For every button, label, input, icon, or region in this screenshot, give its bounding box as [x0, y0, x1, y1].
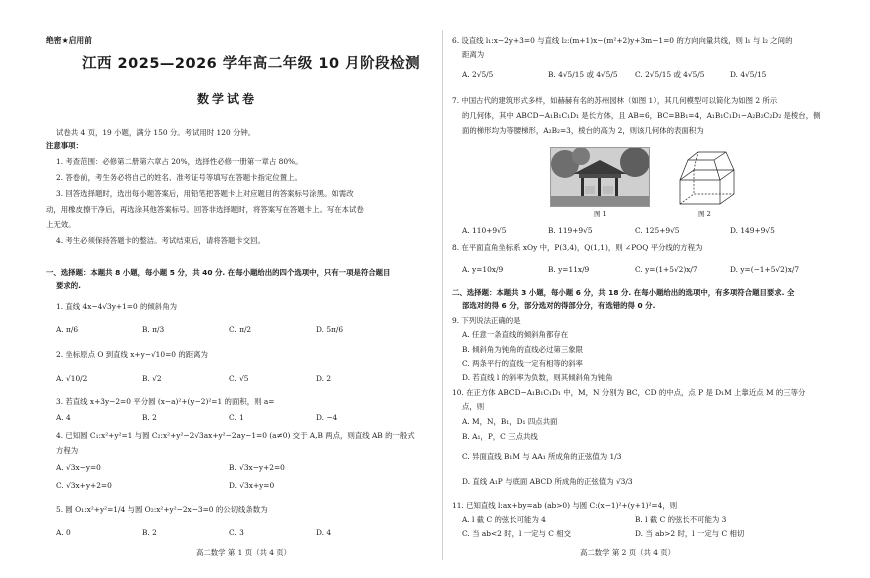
notes-heading: 注意事项：	[46, 141, 83, 150]
q4-option-d: D. √3x+y=0	[229, 481, 275, 490]
q6-option-d: D. 4√5/15	[730, 70, 767, 79]
q11-option-c: C. 当 ab<2 时，l 一定与 C 相交	[462, 529, 572, 538]
q8-option-c: C. y=(1+5√2)x/7	[635, 265, 698, 274]
q5-option-b: B. 2	[142, 528, 157, 537]
q8-option-b: B. y=11x/9	[548, 265, 590, 274]
q7-option-d: D. 149+9√5	[730, 226, 775, 235]
section2-heading: 二、选择题：本题共 3 小题，每小题 6 分，共 18 分. 在每小题给出的选项中，有多项符合题目要求. 全	[452, 288, 795, 297]
q6-stem: 6. 设直线 l₁:x−2y+3=0 与直线 l₂:(m+1)x−(m²+2)y+3m−1=0 的方向向量共线，则 l₁ 与 l₂ 之间的	[452, 36, 793, 45]
q10-stem: 10. 在正方体 ABCD−A₁B₁C₁D₁ 中，M，N 分别为 BC，CD 的中点，点 P 是 D₁M 上靠近点 M 的三等分	[452, 388, 806, 397]
section1-heading-cont: 要求的.	[56, 281, 81, 290]
q2-option-c: C. √5	[229, 374, 249, 383]
q6-stem-cont: 距离为	[462, 50, 485, 59]
q9-option-d: D. 若直线 l 的斜率为负数，则其倾斜角为钝角	[462, 373, 613, 382]
q5-option-d: D. 4	[316, 528, 332, 537]
q6-option-c: C. 2√5/15 或 4√5/5	[635, 70, 705, 79]
q7-stem: 7. 中国古代的建筑形式多样，如赫赫有名的苏州园林（如图 1），其几何模型可以简化为如图 2 所示	[452, 96, 778, 105]
note-4: 4. 考生必须保持答题卡的整洁。考试结束后，请将答题卡交回。	[56, 236, 265, 245]
q10-stem-cont: 点，则	[462, 402, 485, 411]
q1-option-a: A. π/6	[56, 325, 79, 334]
page-footer-1: 高二数学 第 1 页（共 4 页）	[196, 548, 292, 557]
q11-option-a: A. l 截 C 的弦长可能为 4	[462, 515, 546, 524]
confidential-tag: 绝密★启用前	[46, 36, 92, 45]
q7-option-b: B. 119+9√5	[548, 226, 593, 235]
q1-stem: 1. 直线 4x−4√3y+1=0 的倾斜角为	[56, 302, 177, 311]
q3-option-d: D. −4	[316, 413, 338, 422]
note-1: 1. 考查范围：必修第二册第六章占 20%，选择性必修一册第一章占 80%。	[56, 157, 303, 166]
note-3-cont: 动，用橡皮擦干净后，再选涂其他答案标号。回答非选择题时，将答案写在答题卡上。写在本试卷	[46, 205, 364, 214]
q3-option-c: C. 1	[229, 413, 244, 422]
q7-option-c: C. 125+9√5	[635, 226, 680, 235]
column-divider	[442, 30, 443, 560]
q8-option-a: A. y=10x/9	[462, 265, 504, 274]
q7-stem-line2: 的几何体，其中 ABCD−A₁B₁C₁D₁ 是长方体，且 AB=6，BC=BB₁=4，A₁B₁C₁D₁−A₂B₂C₂D₂ 是棱台，侧	[462, 111, 821, 120]
q7-stem-line3: 面的梯形均为等腰梯形，A₂B₂=3，棱台的高为 2，则该几何体的表面积为	[462, 126, 704, 135]
q10-option-b: B. A₁，P，C 三点共线	[462, 432, 538, 441]
q4-option-c: C. √3x+y+2=0	[56, 481, 112, 490]
q10-option-a: A. M，N，B₁，D₁ 四点共面	[462, 417, 558, 426]
q3-option-b: B. 2	[142, 413, 157, 422]
q1-option-b: B. π/3	[142, 325, 165, 334]
q5-option-a: A. 0	[56, 528, 71, 537]
q3-option-a: A. 4	[56, 413, 71, 422]
q2-option-b: B. √2	[142, 374, 162, 383]
q2-option-a: A. √10/2	[56, 374, 88, 383]
q4-option-a: A. √3x−y=0	[56, 463, 101, 472]
q10-option-d: D. 直线 A₁P 与底面 ABCD 所成角的正弦值为 √3/3	[462, 477, 633, 486]
note-3-end: 上无效。	[46, 220, 76, 229]
section2-heading-cont: 部选对的得 6 分，部分选对的得部分分，有选错的得 0 分.	[462, 301, 656, 310]
section1-heading: 一、选择题：本题共 8 小题，每小题 5 分，共 40 分. 在每小题给出的四个选项中，只有一项是符合题目	[46, 268, 391, 277]
q10-option-c: C. 异面直线 B₁M 与 AA₁ 所成角的正弦值为 1/3	[462, 452, 622, 461]
q9-option-a: A. 任意一条直线的倾斜角都存在	[462, 330, 569, 339]
q1-option-d: D. 5π/6	[316, 325, 344, 334]
note-3: 3. 回答选择题时，选出每小题答案后，用铅笔把答题卡上对应题目的答案标号涂黑。如需改	[56, 189, 354, 198]
q8-stem: 8. 在平面直角坐标系 xOy 中，P(3,4)，Q(1,1)，则 ∠POQ 平分线的方程为	[452, 243, 703, 252]
left-column	[46, 0, 438, 578]
q3-stem: 3. 若直线 x+3y−2=0 平分圆 (x−a)²+(y−2)²=1 的面积，则 a=	[56, 397, 275, 406]
q5-stem: 5. 圆 O₁:x²+y²=1/4 与圆 O₂:x²+y²−2x−3=0 的公切线条数为	[56, 505, 268, 514]
q6-option-b: B. 4√5/15 或 4√5/5	[548, 70, 618, 79]
q7-option-a: A. 110+9√5	[462, 226, 507, 235]
q9-option-b: B. 倾斜角为钝角的直线必过第三象限	[462, 345, 583, 354]
q9-stem: 9. 下列说法正确的是	[452, 316, 521, 325]
right-column	[452, 0, 830, 578]
q6-option-a: A. 2√5/5	[462, 70, 494, 79]
q11-option-b: B. l 截 C 的弦长不可能为 3	[635, 515, 727, 524]
garden-photo	[550, 147, 650, 207]
figure-1-caption: 图 1	[594, 210, 607, 218]
q4-option-b: B. √3x−y+2=0	[229, 463, 285, 472]
note-2: 2. 答卷前，考生务必将自己的姓名、准考证号等填写在答题卡指定位置上。	[56, 173, 302, 182]
exam-subtitle: 数学试卷	[197, 92, 258, 106]
garden-photo-image	[551, 148, 649, 206]
q2-stem: 2. 坐标原点 O 到直线 x+y−√10=0 的距离为	[56, 350, 208, 359]
exam-meta: 试卷共 4 页，19 小题，满分 150 分。考试用时 120 分钟。	[56, 128, 256, 137]
page-footer-2: 高二数学 第 2 页（共 4 页）	[580, 548, 676, 557]
q8-option-d: D. y=(−1+5√2)x/7	[730, 265, 800, 274]
q4-stem-cont: 方程为	[56, 446, 79, 455]
q2-option-d: D. 2	[316, 374, 332, 383]
q5-option-c: C. 3	[229, 528, 244, 537]
q1-option-c: C. π/2	[229, 325, 252, 334]
q11-option-d: D. 当 ab>2 时，l 一定与 C 相切	[635, 529, 745, 538]
exam-title: 江西 2025—2026 学年高二年级 10 月阶段检测	[82, 56, 421, 72]
figure-2-caption: 图 2	[698, 210, 711, 218]
geometry-diagram	[674, 134, 742, 210]
q4-stem: 4. 已知圆 C₁:x²+y²=1 与圆 C₂:x²+y²−2√3ax+y²−2ay−1=0 (a≠0) 交于 A,B 两点，则直线 AB 的一般式	[56, 431, 415, 440]
q11-stem: 11. 已知直线 l:ax+by=ab (ab>0) 与圆 C:(x−1)²+(y+1)²=4，则	[452, 501, 678, 510]
q9-option-c: C. 两条平行的直线一定有相等的斜率	[462, 359, 583, 368]
